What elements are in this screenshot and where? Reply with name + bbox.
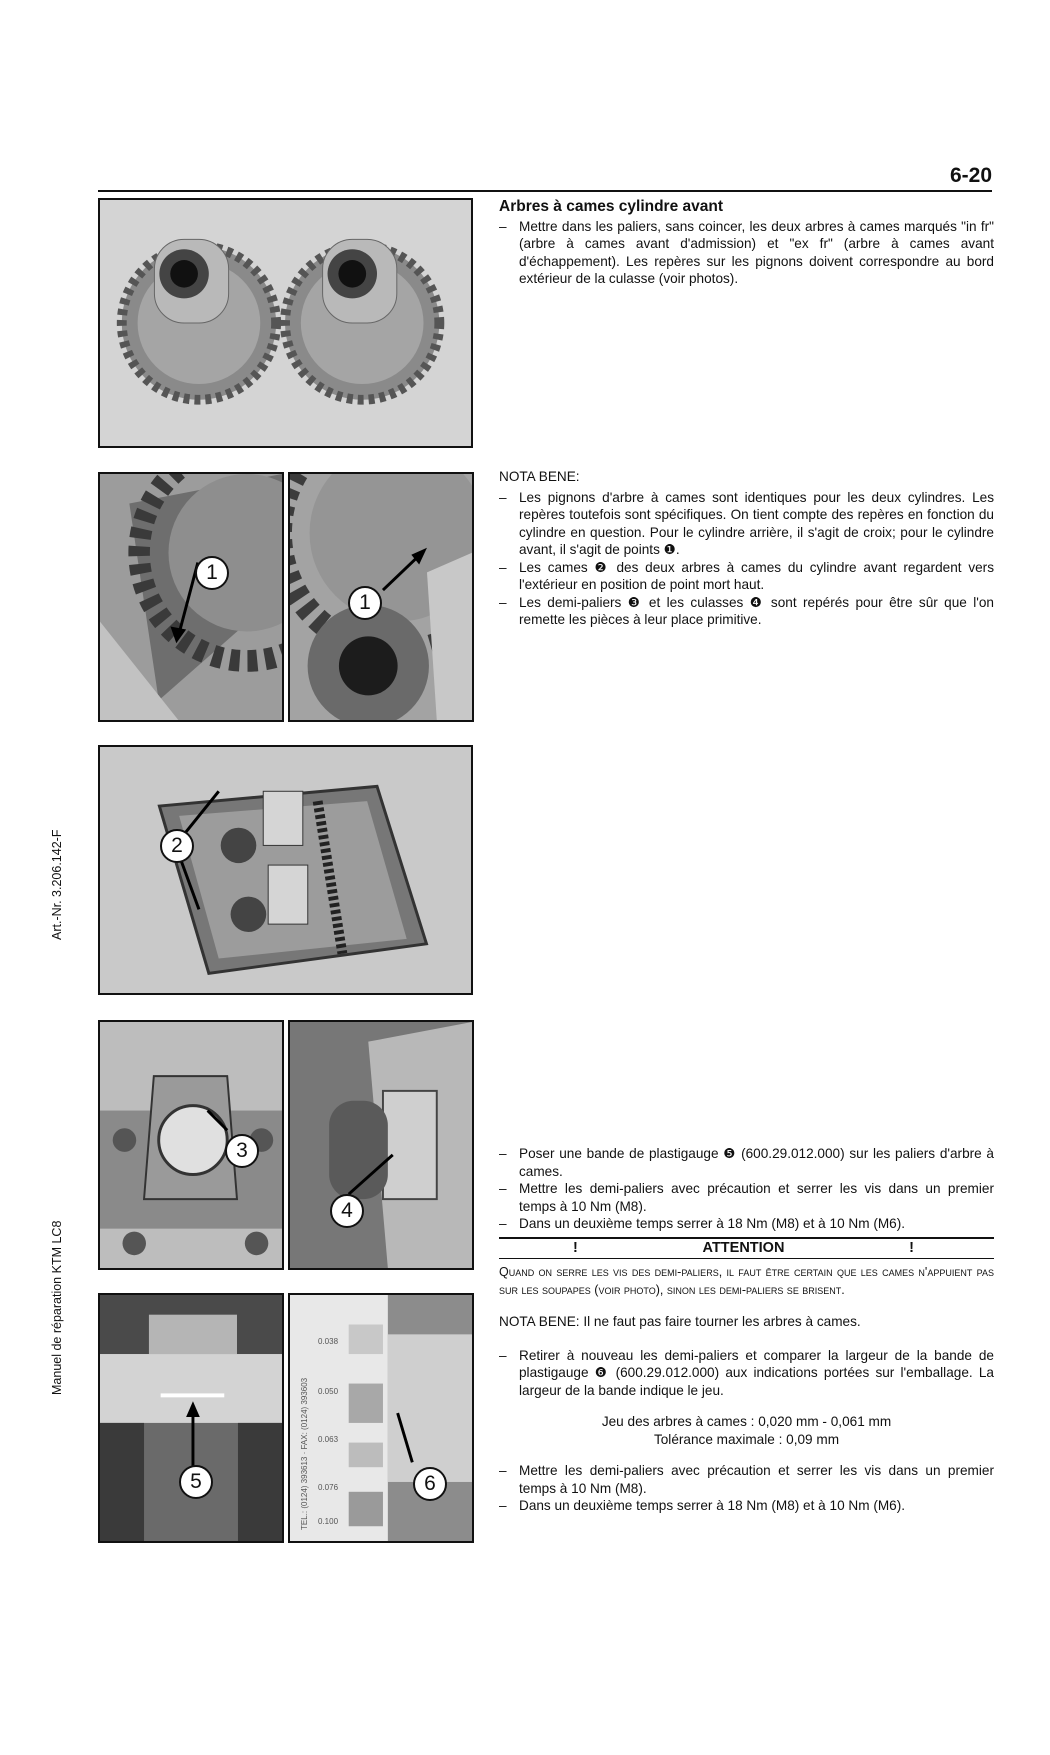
nota-item-2: – Les cames ❷ des deux arbres à cames du cylindre avant regardent vers l'extérieur en position de point mort haut. bbox=[499, 559, 994, 594]
attention-label: ATTENTION bbox=[702, 1239, 785, 1256]
photo-plastigauge-strip bbox=[98, 1293, 284, 1543]
section-camshafts-front bbox=[499, 198, 994, 288]
section-plastigauge bbox=[499, 1145, 994, 1515]
sprocket-left-illustration bbox=[100, 474, 282, 720]
instruction-tighten-2: – Dans un deuxième temps serrer à 18 Nm (M8) et à 10 Nm (M6). bbox=[499, 1215, 994, 1233]
callout-1-left: 1 bbox=[195, 556, 229, 590]
side-label-manual: Manuel de réparation KTM LC8 bbox=[50, 1220, 64, 1395]
callout-6: 6 bbox=[413, 1467, 447, 1501]
photo-camshafts bbox=[98, 198, 473, 448]
gauge-comparison-illustration bbox=[290, 1295, 472, 1541]
header-rule bbox=[98, 190, 992, 192]
nota-bene-rotation: NOTA BENE: Il ne faut pas faire tourner les arbres à cames. bbox=[499, 1314, 861, 1329]
head-marking-illustration bbox=[290, 1022, 472, 1268]
attention-text: Quand on serre les vis des demi-paliers, il faut être certain que les cames n'appuient pas sur les soupapes (voir photo), sinon les demi-paliers se brisent. bbox=[499, 1265, 994, 1297]
section-title: Arbres à cames cylindre avant bbox=[499, 198, 724, 215]
nota-bene-label: NOTA BENE: bbox=[499, 469, 580, 484]
photo-sprocket-left bbox=[98, 472, 284, 722]
instruction-tighten-3: – Mettre les demi-paliers avec précaution et serrer les vis dans un premier temps à 10 Nm (M8). bbox=[499, 1462, 994, 1497]
side-label-art-nr: Art.-Nr. 3.206.142-F bbox=[50, 829, 64, 940]
attention-mark-right: ! bbox=[909, 1239, 914, 1256]
nota-item-3: – Les demi-paliers ❸ et les culasses ❹ sont repérés pour être sûr que l'on remette les pièces à leur place primitive. bbox=[499, 594, 994, 629]
instruction-tighten-1: – Mettre les demi-paliers avec précaution et serrer les vis dans un premier temps à 10 Nm (M8). bbox=[499, 1180, 994, 1215]
section-nota-bene bbox=[499, 468, 994, 629]
callout-3: 3 bbox=[225, 1134, 259, 1168]
gauge-tick-2: 0.063 bbox=[318, 1435, 339, 1444]
instruction-item: – Mettre dans les paliers, sans coincer, les deux arbres à cames marqués "in fr" (arbre à cames avant d'admission) et "ex fr" (arbre à cames avant d'échappement). Les repères sur les pignons doivent correspondre au bord extérieur de la culasse (voir photos). bbox=[499, 218, 994, 288]
gauge-tick-3: 0.076 bbox=[318, 1483, 339, 1492]
camshafts-illustration bbox=[100, 200, 471, 446]
photo-half-bearing bbox=[98, 1020, 284, 1270]
photo-sprocket-right bbox=[288, 472, 474, 722]
gauge-tick-0: 0.038 bbox=[318, 1337, 339, 1346]
callout-1-right: 1 bbox=[348, 586, 382, 620]
plastigauge-strip-illustration bbox=[100, 1295, 282, 1541]
attention-mark-left: ! bbox=[573, 1239, 578, 1256]
instruction-plastigauge: – Poser une bande de plastigauge ❺ (600.29.012.000) sur les paliers d'arbre à cames. bbox=[499, 1145, 994, 1180]
cylinder-head-illustration bbox=[100, 747, 471, 993]
callout-4: 4 bbox=[330, 1194, 364, 1228]
instruction-compare: – Retirer à nouveau les demi-paliers et comparer la largeur de la bande de plastigauge ❻ (600.29.012.000) aux indications portées sur l'emballage. La largeur de la bande indique le jeu. bbox=[499, 1347, 994, 1400]
instruction-tighten-4: – Dans un deuxième temps serrer à 18 Nm (M8) et à 10 Nm (M6). bbox=[499, 1497, 994, 1515]
gauge-tick-4: 0.100 bbox=[318, 1517, 339, 1526]
spec-clearance: Jeu des arbres à cames : 0,020 mm - 0,061 mm bbox=[601, 1414, 892, 1429]
gauge-side-text: TEL.: (0124) 393613 · FAX: (0124) 393603 bbox=[300, 1377, 309, 1530]
attention-banner bbox=[499, 1237, 994, 1260]
page-number: 6-20 bbox=[949, 164, 992, 187]
gauge-tick-1: 0.050 bbox=[318, 1387, 339, 1396]
spec-tolerance: Tolérance maximale : 0,09 mm bbox=[653, 1431, 840, 1447]
nota-item-1: – Les pignons d'arbre à cames sont identiques pour les deux cylindres. Les repères toutefois sont spécifiques. On tient compte des repères en fonction du cylindre en question. Pour le cylindre arrière, il s'agit de croix; pour le cylindre avant, il s'agit de points ❶. bbox=[499, 489, 994, 559]
photo-gauge-comparison bbox=[288, 1293, 474, 1543]
callout-5: 5 bbox=[179, 1465, 213, 1499]
photo-cylinder-head bbox=[98, 745, 473, 995]
photo-head-marking bbox=[288, 1020, 474, 1270]
callout-2: 2 bbox=[160, 829, 194, 863]
